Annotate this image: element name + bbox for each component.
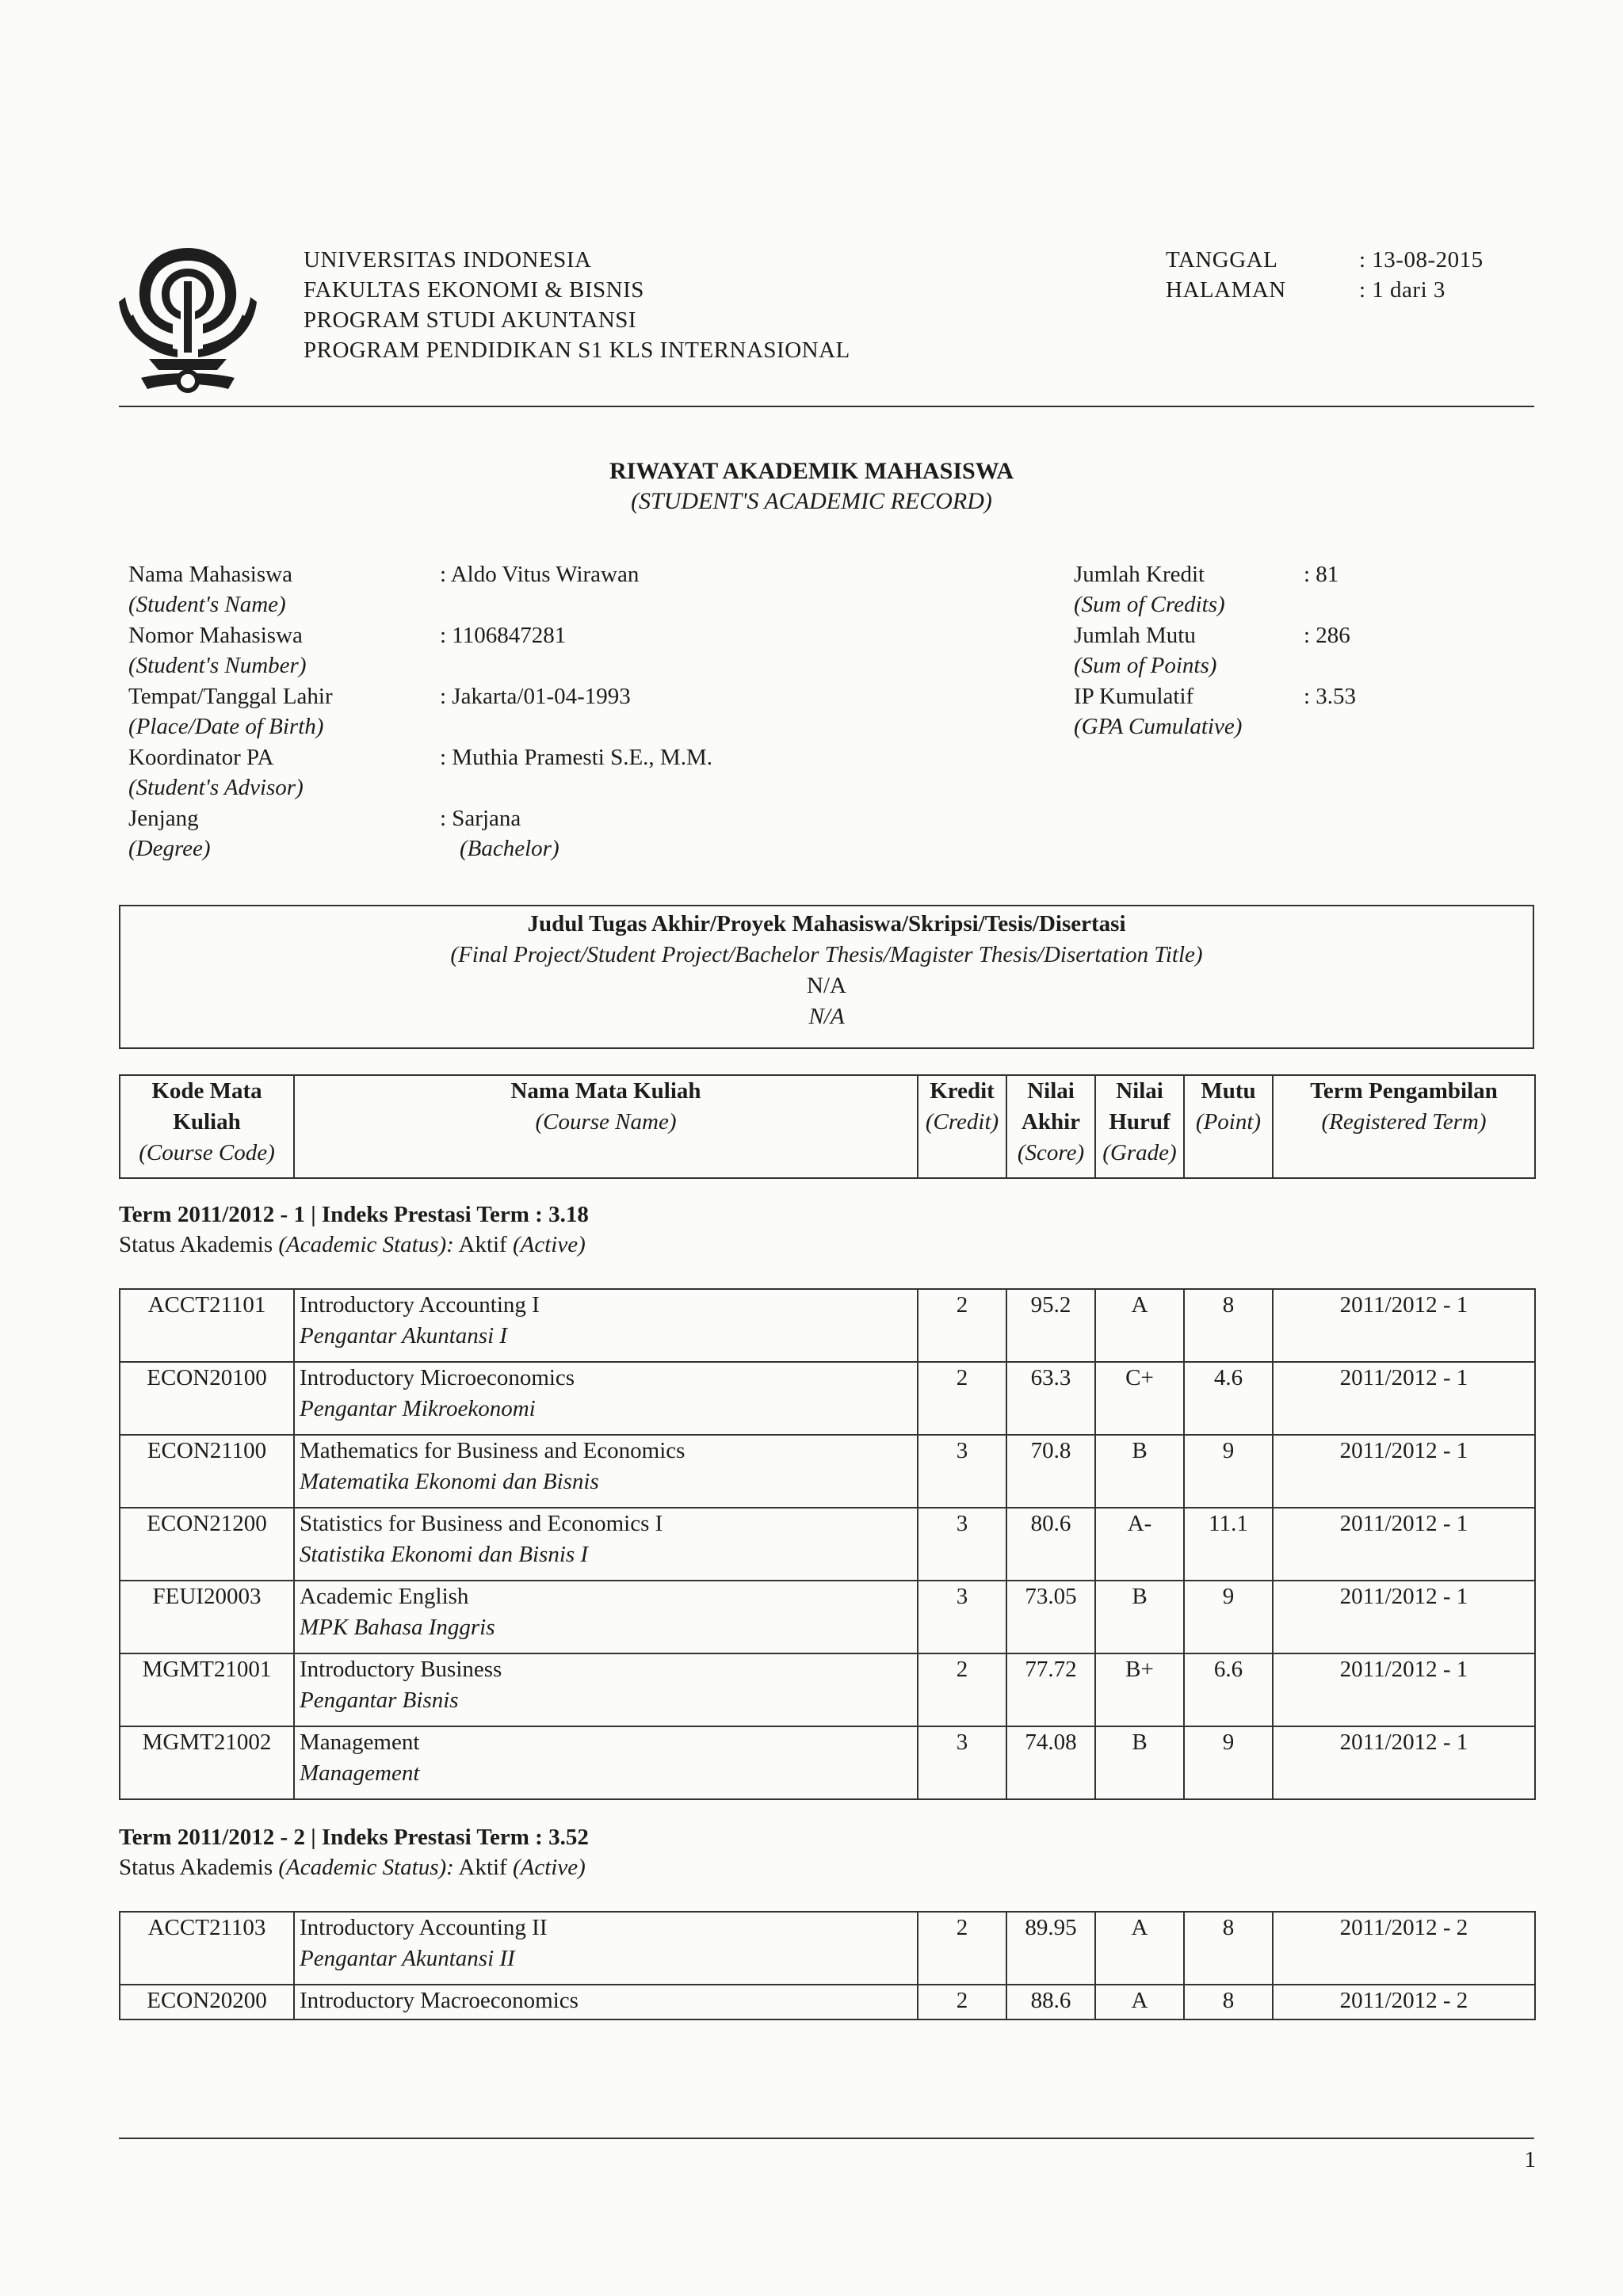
header-divider xyxy=(119,406,1534,407)
course-grade: A xyxy=(1095,1912,1184,1985)
gpa-value: : 3.53 xyxy=(1304,684,1357,709)
course-name-id: Pengantar Mikroekonomi xyxy=(300,1396,536,1421)
course-row xyxy=(120,1508,1535,1581)
term-1-course-table xyxy=(119,1288,1536,1800)
course-credit: 2 xyxy=(918,1912,1006,1985)
course-grade: A xyxy=(1095,1985,1184,2019)
course-grade: A- xyxy=(1095,1508,1184,1581)
points-sum-value: : 286 xyxy=(1304,623,1350,648)
student-number-value: : 1106847281 xyxy=(440,623,567,648)
credits-sum-value: : 81 xyxy=(1304,562,1339,587)
column-name-header: Nama Mata Kuliah (Course Name) xyxy=(294,1075,918,1178)
course-grade: B xyxy=(1095,1435,1184,1508)
column-grade-header: Nilai Huruf (Grade) xyxy=(1095,1075,1184,1178)
course-term: 2011/2012 - 1 xyxy=(1273,1362,1535,1435)
course-point: 8 xyxy=(1184,1289,1273,1362)
column-term-header: Term Pengambilan (Registered Term) xyxy=(1273,1075,1535,1178)
course-name-en: Introductory Macroeconomics xyxy=(300,1988,579,2013)
page-number: 1 xyxy=(1524,2147,1536,2172)
course-score: 77.72 xyxy=(1006,1653,1095,1726)
credits-sum-label: Jumlah Kredit (Sum of Credits) xyxy=(1074,562,1225,617)
course-point: 8 xyxy=(1184,1985,1273,2019)
column-score-header: Nilai Akhir (Score) xyxy=(1006,1075,1095,1178)
course-score: 80.6 xyxy=(1006,1508,1095,1581)
course-point: 9 xyxy=(1184,1726,1273,1799)
birth-value: : Jakarta/01-04-1993 xyxy=(440,684,631,709)
course-name-id: Pengantar Akuntansi II xyxy=(300,1946,515,1971)
term-2-course-table xyxy=(119,1911,1536,2020)
course-name xyxy=(294,1912,918,1985)
course-name-en: Academic English xyxy=(300,1584,469,1609)
course-name-id: Pengantar Akuntansi I xyxy=(300,1323,508,1348)
course-name xyxy=(294,1508,918,1581)
course-name-en: Introductory Accounting II xyxy=(300,1915,548,1940)
course-term: 2011/2012 - 1 xyxy=(1273,1653,1535,1726)
student-name-label: Nama Mahasiswa (Student's Name) xyxy=(128,562,292,617)
record-title: RIWAYAT AKADEMIK MAHASISWA xyxy=(609,458,1014,484)
faculty-name: FAKULTAS EKONOMI & BISNIS xyxy=(304,277,644,303)
course-name xyxy=(294,1726,918,1799)
course-row xyxy=(120,1435,1535,1508)
course-code: ACCT21101 xyxy=(120,1289,294,1362)
course-code: FEUI20003 xyxy=(120,1581,294,1653)
project-title-heading-en: (Final Project/Student Project/Bachelor Thesis/Magister Thesis/Disertation Title) xyxy=(450,942,1203,967)
course-term: 2011/2012 - 1 xyxy=(1273,1435,1535,1508)
advisor-label: Koordinator PA (Student's Advisor) xyxy=(128,745,304,800)
course-code: ECON20100 xyxy=(120,1362,294,1435)
course-name xyxy=(294,1289,918,1362)
record-subtitle: (STUDENT'S ACADEMIC RECORD) xyxy=(631,488,992,514)
course-name-id: Pengantar Bisnis xyxy=(300,1688,459,1713)
education-program: PROGRAM PENDIDIKAN S1 KLS INTERNASIONAL xyxy=(304,338,850,363)
course-row xyxy=(120,1985,1535,2019)
course-name-en: Statistics for Business and Economics I xyxy=(300,1511,663,1536)
course-score: 73.05 xyxy=(1006,1581,1095,1653)
column-credit-header: Kredit (Credit) xyxy=(918,1075,1006,1178)
course-term: 2011/2012 - 2 xyxy=(1273,1912,1535,1985)
column-point-header: Mutu (Point) xyxy=(1184,1075,1273,1178)
course-grade: B xyxy=(1095,1726,1184,1799)
birth-label: Tempat/Tanggal Lahir (Place/Date of Birth) xyxy=(128,684,333,739)
course-term: 2011/2012 - 1 xyxy=(1273,1726,1535,1799)
points-sum-label: Jumlah Mutu (Sum of Points) xyxy=(1074,623,1217,678)
course-grade: B xyxy=(1095,1581,1184,1653)
course-name-id: MPK Bahasa Inggris xyxy=(300,1615,495,1640)
course-term: 2011/2012 - 1 xyxy=(1273,1581,1535,1653)
university-logo xyxy=(117,242,258,400)
course-name xyxy=(294,1362,918,1435)
course-score: 88.6 xyxy=(1006,1985,1095,2019)
course-term: 2011/2012 - 1 xyxy=(1273,1508,1535,1581)
course-row xyxy=(120,1653,1535,1726)
course-row xyxy=(120,1726,1535,1799)
course-name-en: Introductory Accounting I xyxy=(300,1292,540,1318)
project-title-value: N/A xyxy=(807,973,846,998)
project-title-heading: Judul Tugas Akhir/Proyek Mahasiswa/Skripsi/Tesis/Disertasi xyxy=(527,911,1126,936)
course-name-id: Matematika Ekonomi dan Bisnis xyxy=(300,1469,599,1494)
course-point: 11.1 xyxy=(1184,1508,1273,1581)
course-name-en: Management xyxy=(300,1730,420,1755)
course-point: 8 xyxy=(1184,1912,1273,1985)
course-code: ECON21100 xyxy=(120,1435,294,1508)
course-credit: 2 xyxy=(918,1653,1006,1726)
course-table-header xyxy=(119,1074,1536,1179)
university-name: UNIVERSITAS INDONESIA xyxy=(304,247,592,273)
course-credit: 2 xyxy=(918,1289,1006,1362)
course-code: ECON20200 xyxy=(120,1985,294,2019)
footer-divider xyxy=(119,2138,1534,2139)
course-grade: A xyxy=(1095,1289,1184,1362)
course-name-id: Management xyxy=(300,1760,420,1786)
course-term: 2011/2012 - 1 xyxy=(1273,1289,1535,1362)
project-title-value-en: N/A xyxy=(808,1004,845,1029)
student-number-label: Nomor Mahasiswa (Student's Number) xyxy=(128,623,307,678)
course-name-en: Introductory Business xyxy=(300,1657,502,1682)
degree-label: Jenjang (Degree) xyxy=(128,806,211,861)
term-2-title: Term 2011/2012 - 2 | Indeks Prestasi Term : 3.52 xyxy=(119,1825,589,1850)
course-name-en: Mathematics for Business and Economics xyxy=(300,1438,685,1463)
course-grade: C+ xyxy=(1095,1362,1184,1435)
project-title-box xyxy=(119,905,1534,1049)
course-row xyxy=(120,1362,1535,1435)
study-program: PROGRAM STUDI AKUNTANSI xyxy=(304,307,637,333)
term-1-title: Term 2011/2012 - 1 | Indeks Prestasi Term : 3.18 xyxy=(119,1202,589,1227)
course-name xyxy=(294,1435,918,1508)
column-code-header: Kode Mata Kuliah (Course Code) xyxy=(120,1075,294,1178)
term-2-status: Status Akademis (Academic Status): Aktif (Active) xyxy=(119,1855,586,1880)
course-row xyxy=(120,1581,1535,1653)
course-score: 95.2 xyxy=(1006,1289,1095,1362)
course-name-id: Statistika Ekonomi dan Bisnis I xyxy=(300,1542,589,1567)
course-point: 9 xyxy=(1184,1435,1273,1508)
course-name xyxy=(294,1985,918,2019)
term-1-status: Status Akademis (Academic Status): Aktif (Active) xyxy=(119,1232,586,1257)
course-credit: 3 xyxy=(918,1435,1006,1508)
course-credit: 3 xyxy=(918,1581,1006,1653)
course-term: 2011/2012 - 2 xyxy=(1273,1985,1535,2019)
course-point: 4.6 xyxy=(1184,1362,1273,1435)
date-value: : 13-08-2015 xyxy=(1359,247,1484,273)
student-name-value: : Aldo Vitus Wirawan xyxy=(440,562,640,587)
degree-value: : Sarjana (Bachelor) xyxy=(440,806,559,861)
course-row xyxy=(120,1912,1535,1985)
course-point: 9 xyxy=(1184,1581,1273,1653)
course-point: 6.6 xyxy=(1184,1653,1273,1726)
course-credit: 3 xyxy=(918,1508,1006,1581)
course-score: 63.3 xyxy=(1006,1362,1095,1435)
course-score: 74.08 xyxy=(1006,1726,1095,1799)
course-credit: 2 xyxy=(918,1362,1006,1435)
course-code: ECON21200 xyxy=(120,1508,294,1581)
course-name-en: Introductory Microeconomics xyxy=(300,1365,575,1390)
course-credit: 2 xyxy=(918,1985,1006,2019)
date-label: TANGGAL xyxy=(1166,247,1278,273)
course-code: MGMT21001 xyxy=(120,1653,294,1726)
course-code: ACCT21103 xyxy=(120,1912,294,1985)
course-name xyxy=(294,1653,918,1726)
course-score: 89.95 xyxy=(1006,1912,1095,1985)
course-row xyxy=(120,1289,1535,1362)
advisor-value: : Muthia Pramesti S.E., M.M. xyxy=(440,745,712,770)
course-credit: 3 xyxy=(918,1726,1006,1799)
gpa-label: IP Kumulatif (GPA Cumulative) xyxy=(1074,684,1243,739)
page-value: : 1 dari 3 xyxy=(1359,277,1445,303)
page-label: HALAMAN xyxy=(1166,277,1286,303)
course-code: MGMT21002 xyxy=(120,1726,294,1799)
course-grade: B+ xyxy=(1095,1653,1184,1726)
course-name xyxy=(294,1581,918,1653)
course-score: 70.8 xyxy=(1006,1435,1095,1508)
